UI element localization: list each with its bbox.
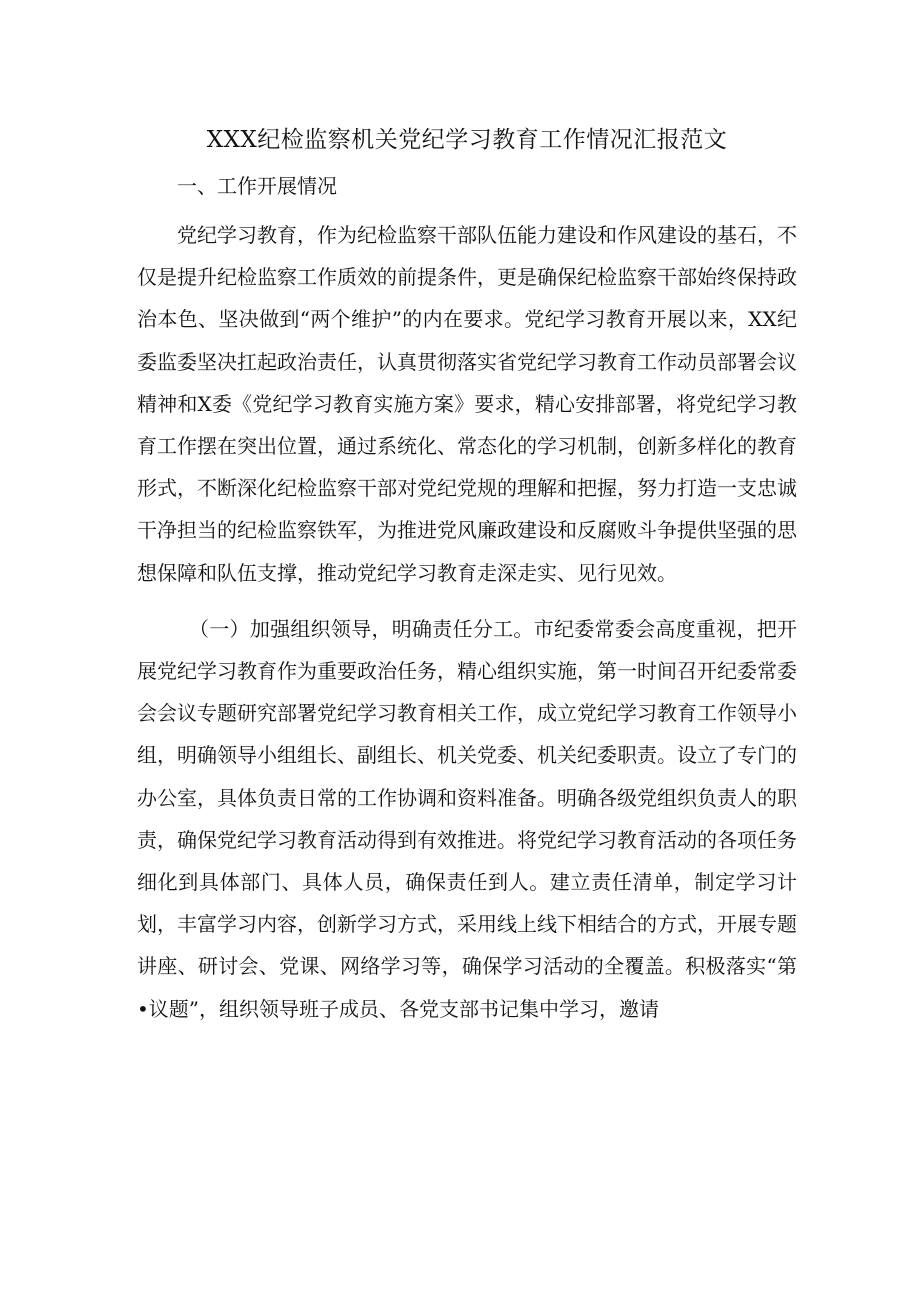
document-page (137, 118, 797, 1044)
section-heading: 一、工作开展情况 (177, 174, 337, 198)
body-paragraph-1: 党纪学习教育，作为纪检监察干部队伍能力建设和作风建设的基石，不仅是提升纪检监察工作质效的前提条件，更是确保纪检监察干部始终保持政治本色、坚决做到“两个维护”的内在要求。党纪学习教育开展以来，XX纪委监委坚决扛起政治责任，认真贯彻落实省党纪学习教育工作动员部署会议精神和X委《党纪学习教育实施方案》要求，精心安排部署，将党纪学习教育工作摆在突出位置，通过系统化、常态化的学习机制，创新多样化的教育形式，不断深化纪检监察干部对党纪党规的理解和把握，努力打造一支忠诚干净担当的纪检监察铁军，为推进党风廉政建设和反腐败斗争提供坚强的思想保障和队伍支撑，推动党纪学习教育走深走实、见行见效。 (137, 223, 797, 585)
body-paragraph-2: （一）加强组织领导，明确责任分工。市纪委常委会高度重视，把开展党纪学习教育作为重要政治任务，精心组织实施，第一时间召开纪委常委会会议专题研究部署党纪学习教育相关工作，成立党纪学习教育工作领导小组，明确领导小组组长、副组长、机关党委、机关纪委职责。设立了专门的办公室，具体负责日常的工作协调和资料准备。明确各级党组织负责人的职责，确保党纪学习教育活动得到有效推进。将党纪学习教育活动的各项任务细化到具体部门、具体人员，确保责任到人。建立责任清单，制定学习计划，丰富学习内容，创新学习方式，采用线上线下相结合的方式，开展专题讲座、研讨会、党课、网络学习等，确保学习活动的全覆盖。积极落实“第•议题”，组织领导班子成员、各党支部书记集中学习，邀请 (137, 616, 797, 1021)
document-title: XXX纪检监察机关党纪学习教育工作情况汇报范文 (206, 127, 728, 153)
